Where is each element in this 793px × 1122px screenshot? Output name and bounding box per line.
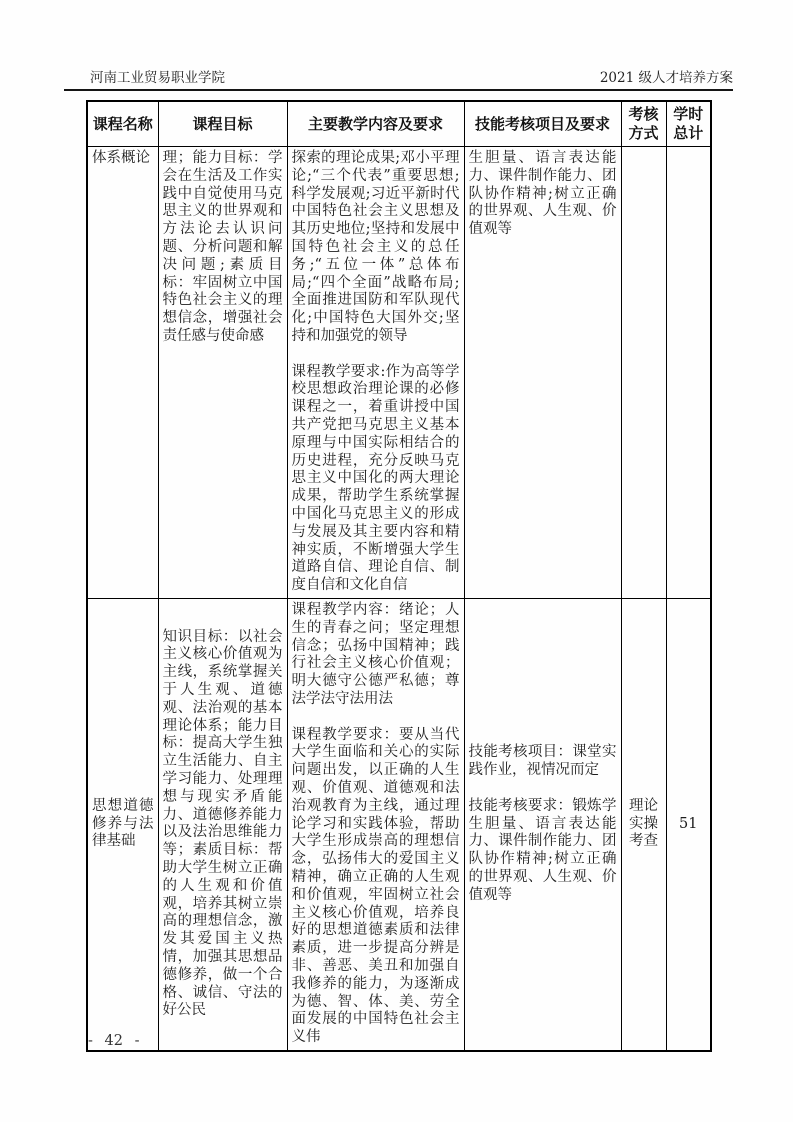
- cell-hours-2: [666, 599, 711, 1051]
- cell-skill-assessment-1: [464, 147, 621, 599]
- cell-hours-1: [666, 147, 711, 599]
- table-row-course-2: [87, 599, 711, 1051]
- col-header-objectives: 课程目标: [158, 101, 287, 147]
- course-name-text: 思想道德修养与法律基础: [92, 797, 154, 850]
- cell-method-1: [621, 147, 666, 599]
- col-header-skill-assessment: 技能考核项目及要求: [464, 101, 621, 147]
- objectives-text: 知识目标：以社会主义核心价值观为主线，系统掌握关于人生观、道德观、法治观的基本理论体系；能力目标：提高大学生独立生活能力、自主学习能力、处理理想与现实矛盾能力、道德修养能力以及法治思维能力等；素质目标：帮助大学生树立正确的人生观和价值观，培养其树立崇高的理想信念，激发其爱国主义热情，加强其思想品德修养，做一个合格、诚信、守法的好公民: [162, 628, 283, 1019]
- method-text: 理论实操考查: [629, 797, 658, 850]
- cell-course-name-1: [87, 147, 158, 599]
- content-paragraph-2: 课程教学要求:作为高等学校思想政治理论课的必修课程之一，着重讲授中国共产党把马克思主义基本原理与中国实际相结合的历史进程，充分反映马克思主义中国化的两大理论成果，帮助学生系统掌握中国化马克思主义的形成与发展及其主要内容和精神实质，不断增强大学生道路自信、理论自信、制度自信和文化自信: [291, 363, 460, 594]
- content-paragraph-1: 课程教学内容：绪论；人生的青春之问；坚定理想信念；弘扬中国精神；践行社会主义核心价值观；明大德守公德严私德；尊法学法守法用法: [291, 602, 460, 707]
- cell-course-name-2: [87, 599, 158, 1051]
- col-header-content: 主要教学内容及要求: [287, 101, 464, 147]
- content-paragraph-2: 课程教学要求：要从当代大学生面临和关心的实际问题出发，以正确的人生观、价值观、道德观和法治观教育为主线，通过理论学习和实践体验，帮助大学生形成崇高的理想信念，弘扬伟大的爱国主义精神，确立正确的人生观和价值观，牢固树立社会主义核心价值观，培养良好的思想道德素质和法律素质，进一步提高分辨是非、善恶、美丑和加强自我修养的能力，为逐渐成为德、智、体、美、劳全面发展的中国特色社会主义伟: [291, 726, 460, 1046]
- cell-content-2: [287, 599, 464, 1051]
- col-header-course-name: 课程名称: [87, 101, 158, 147]
- cell-content-1: [287, 147, 464, 599]
- cell-objectives-1: [158, 147, 287, 599]
- table-header-row: [87, 101, 711, 147]
- page-number: - 42 -: [88, 1033, 140, 1049]
- page-header: [90, 70, 733, 86]
- content-paragraph-1: 探索的理论成果;邓小平理论;“三个代表”重要思想;科学发展观;习近平新时代中国特色社会主义思想及其历史地位;坚持和发展中国特色社会主义的总任务;“五位一体”总体布局;“四个全面”战略布局;全面推进国防和军队现代化;中国特色大国外交;坚持和加强党的领导: [291, 150, 460, 344]
- hours-text: 51: [679, 815, 698, 832]
- header-plan-title: 2021 级人才培养方案: [599, 70, 733, 86]
- skill-assessment-paragraph-2: 技能考核要求：锻炼学生胆量、语言表达能力、课件制作能力、团队协作精神;树立正确的世界观、人生观、价值观等: [468, 797, 617, 903]
- header-rule: [64, 89, 733, 91]
- objectives-text: 理；能力目标：学会在生活及工作实践中自觉使用马克思主义的世界观和方法论去认识问题、分析问题和解决问题;素质目标：牢固树立中国特色社会主义的理想信念，增强社会责任感与使命感: [162, 150, 283, 344]
- skill-assessment-paragraph-1: 技能考核项目：课堂实践作业，视情况而定: [468, 744, 617, 779]
- cell-objectives-2: [158, 599, 287, 1051]
- cell-method-2: [621, 599, 666, 1051]
- skill-assessment-paragraph: 生胆量、语言表达能力、课件制作能力、团队协作精神;树立正确的世界观、人生观、价值观等: [468, 150, 617, 238]
- table-row-course-1: [87, 147, 711, 599]
- course-name-text: 体系概论: [92, 150, 150, 166]
- col-header-total-hours: 学时总计: [666, 101, 711, 147]
- header-school-name: 河南工业贸易职业学院: [90, 70, 225, 86]
- course-table: [86, 100, 712, 1052]
- cell-skill-assessment-2: [464, 599, 621, 1051]
- col-header-method: 考核方式: [621, 101, 666, 147]
